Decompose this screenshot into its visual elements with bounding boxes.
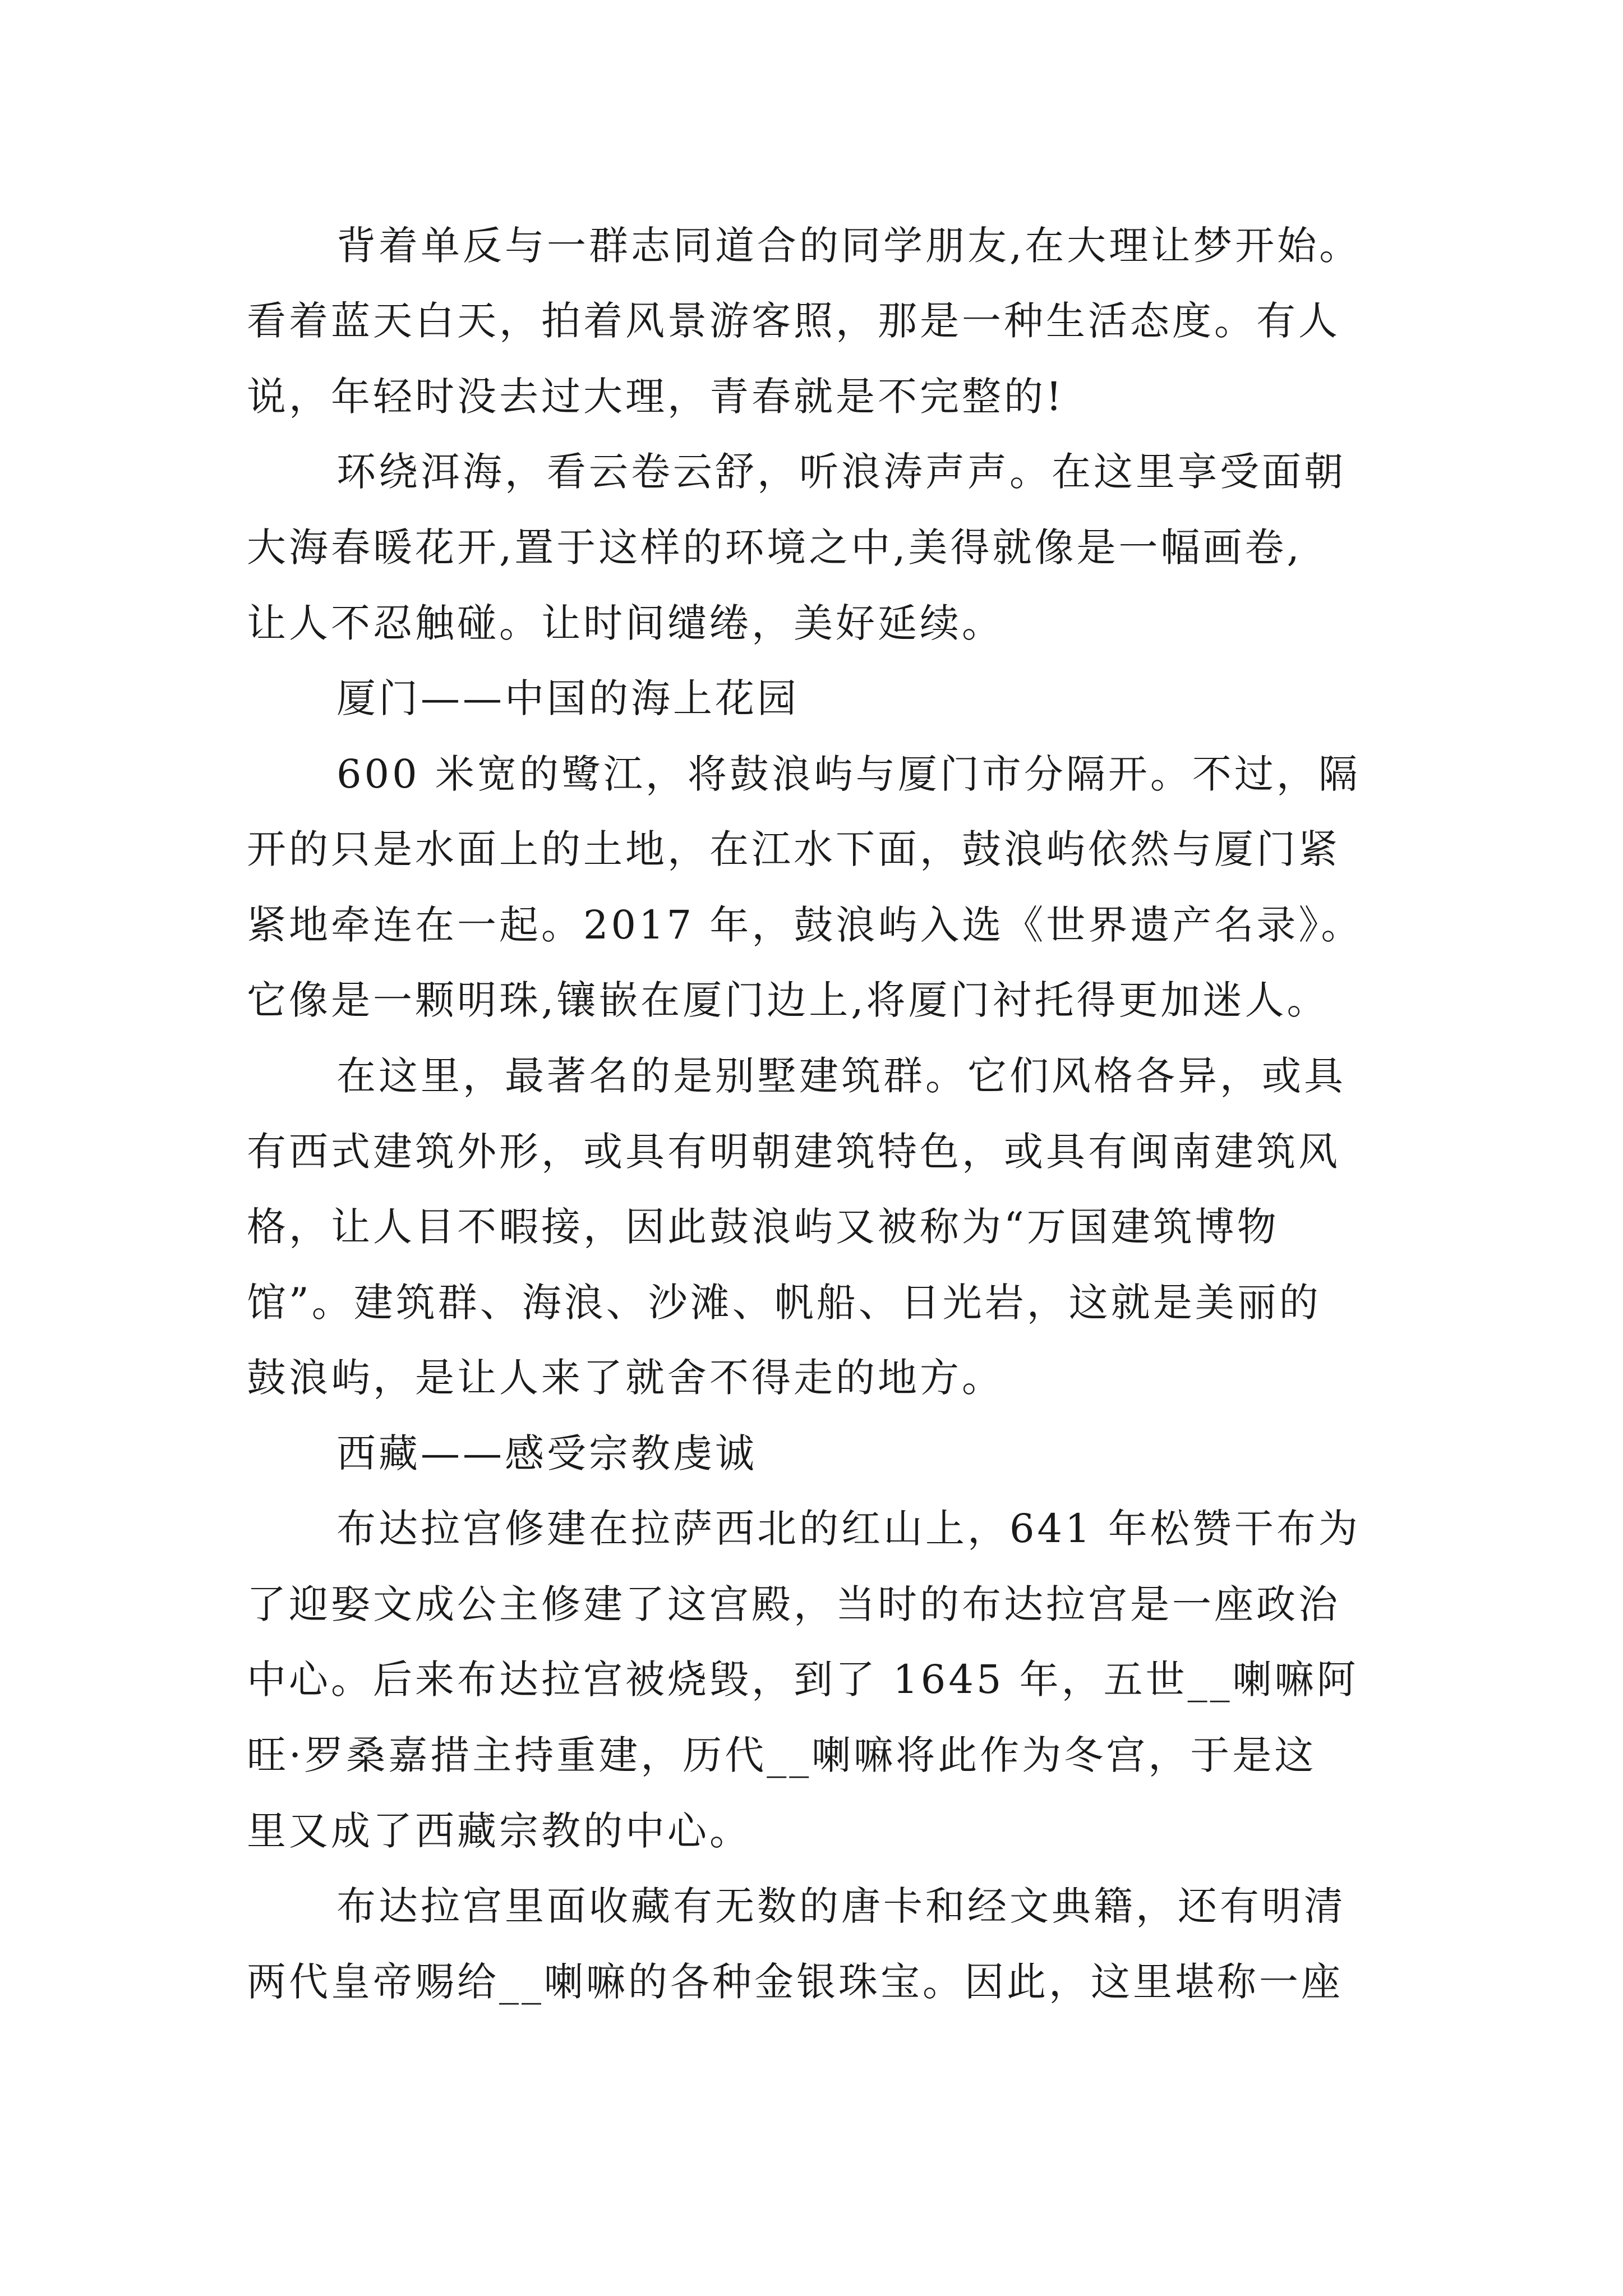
text-line: 旺·罗桑嘉措主持重建，历代__喇嘛将此作为冬宫，于是这 — [247, 1732, 1317, 1778]
text-line: 馆”。建筑群、海浪、沙滩、帆船、日光岩，这就是美丽的 — [247, 1280, 1321, 1326]
text-line: 600 米宽的鹭江，将鼓浪屿与厦门市分隔开。不过，隔 — [336, 751, 1361, 797]
text-line: 紧地牵连在一起。2017 年，鼓浪屿入选《世界遗产名录》。 — [247, 902, 1363, 948]
text-line: 了迎娶文成公主修建了这宫殿，当时的布达拉宫是一座政治 — [247, 1581, 1340, 1627]
section-heading: 西藏——感受宗教虔诚 — [336, 1430, 757, 1476]
text-line: 背着单反与一群志同道合的同学朋友,在大理让梦开始。 — [336, 223, 1362, 269]
text-line: 看着蓝天白天，拍着风景游客照，那是一种生活态度。有人 — [247, 298, 1340, 344]
text-line: 在这里，最著名的是别墅建筑群。它们风格各异，或具 — [336, 1053, 1346, 1099]
text-line: 布达拉宫里面收藏有无数的唐卡和经文典籍，还有明清 — [336, 1883, 1346, 1929]
text-line: 两代皇帝赐给__喇嘛的各种金银珠宝。因此，这里堪称一座 — [247, 1959, 1343, 2005]
text-line: 说，年轻时没去过大理，青春就是不完整的! — [247, 374, 1065, 420]
text-line: 让人不忍触碰。让时间缱绻，美好延续。 — [247, 600, 1004, 646]
section-heading: 厦门——中国的海上花园 — [336, 675, 799, 721]
text-line: 大海春暖花开,置于这样的环境之中,美得就像是一幅画卷, — [247, 524, 1302, 570]
text-line: 鼓浪屿，是让人来了就舍不得走的地方。 — [247, 1355, 1004, 1401]
text-line: 里又成了西藏宗教的中心。 — [247, 1808, 751, 1854]
text-line: 环绕洱海，看云卷云舒，听浪涛声声。在这里享受面朝 — [336, 449, 1346, 495]
text-line: 格，让人目不暇接，因此鼓浪屿又被称为“万国建筑博物 — [247, 1204, 1279, 1250]
text-line: 开的只是水面上的土地，在江水下面，鼓浪屿依然与厦门紧 — [247, 826, 1340, 872]
text-line: 它像是一颗明珠,镶嵌在厦门边上,将厦门衬托得更加迷人。 — [247, 977, 1329, 1023]
text-line: 布达拉宫修建在拉萨西北的红山上，641 年松赞干布为 — [336, 1506, 1361, 1552]
text-line: 有西式建筑外形，或具有明朝建筑特色，或具有闽南建筑风 — [247, 1129, 1340, 1175]
text-line: 中心。后来布达拉宫被烧毁，到了 1645 年，五世__喇嘛阿 — [247, 1657, 1359, 1703]
